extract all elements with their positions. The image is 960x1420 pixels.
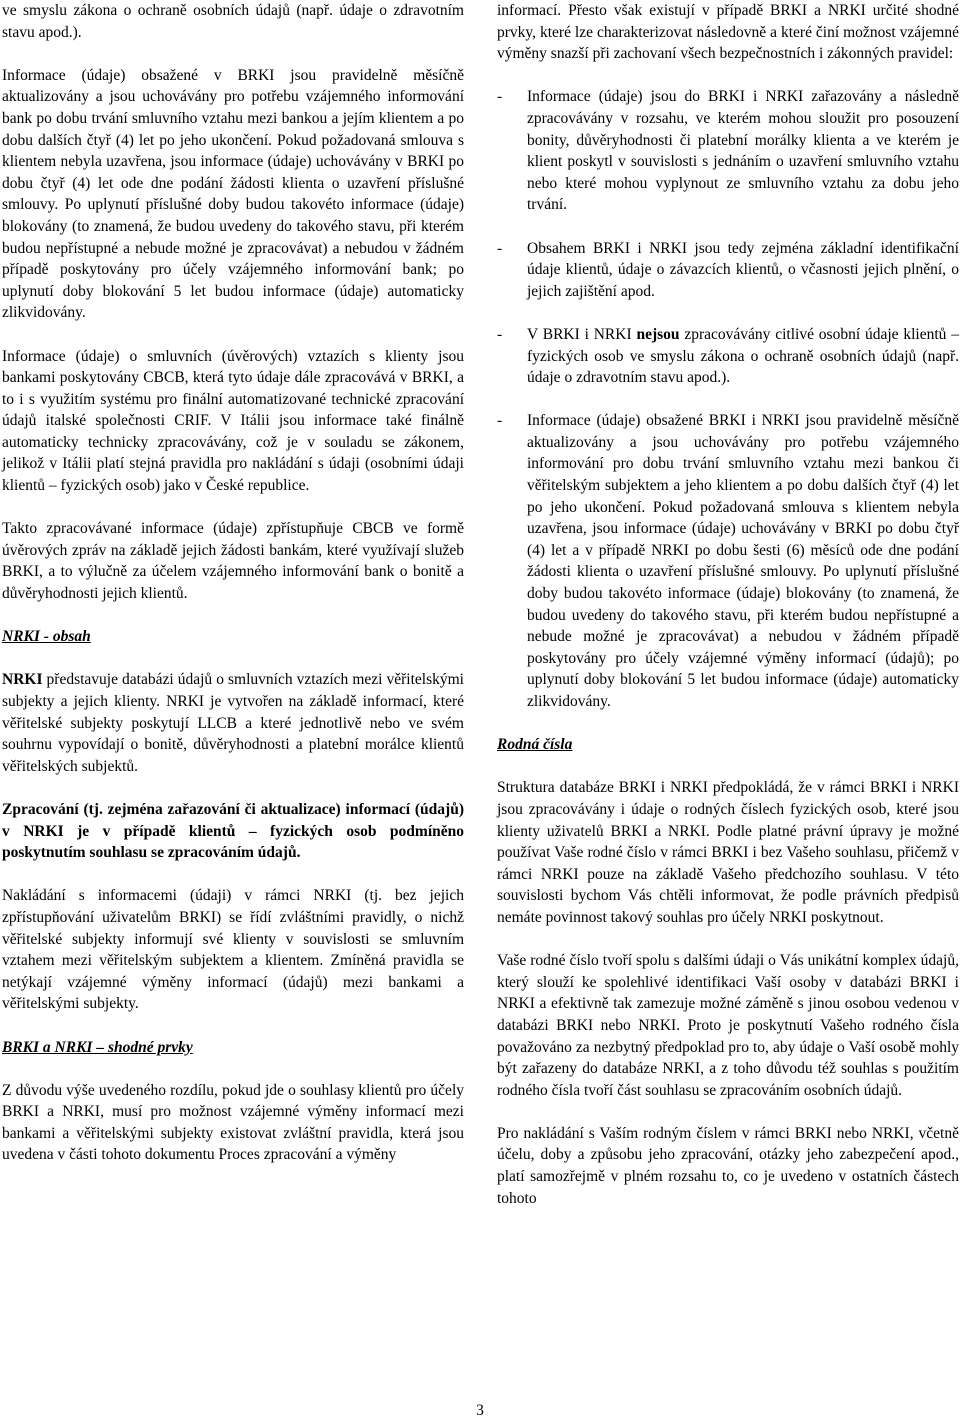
left-paragraph-1: ve smyslu zákona o ochraně osobních údajů (např. údaje o zdravotním stavu apod.). <box>2 2 464 41</box>
list-item <box>497 324 959 389</box>
left-paragraph-nrki-definition <box>2 669 464 777</box>
left-paragraph-consent-difference: Z důvodu výše uvedeného rozdílu, pokud jde o souhlasy klientů pro účely BRKI a NRKI, musí pro možnost vzájemné výměny informací mezi bankami a věřitelskými subjekty existovat zvláštní pravidla, která jsou uvedena v části tohoto dokumentu Proces zpracování a výměny <box>2 1081 464 1164</box>
heading-shodne-prvky: BRKI a NRKI – shodné prvky <box>2 1038 193 1056</box>
common-features-list <box>497 86 959 712</box>
page-number: 3 <box>476 1402 484 1419</box>
dash-bullet: - <box>497 239 503 257</box>
right-paragraph-identification: Vaše rodné číslo tvoří spolu s dalšími údaji o Vás unikátní komplex údajů, který slouží ke spolehlivé identifikaci Vaší osoby v databázi BRKI i NRKI a efektivně tak zamezuje možné záměně s jinou osobou vedenou v databázi BRKI nebo NRKI. Proto je poskytnutí Vašeho rodného čísla považováno za nezbytný předpoklad pro to, aby údaje o Vaší osobě mohly být zařazeny do databáze NRKI, a z toho důvodu též souhlas s použitím rodného čísla tvoří část souhlasu se zpracováním osobních údajů. <box>497 952 959 1099</box>
left-paragraph-nrki-rules: Nakládání s informacemi (údaji) v rámci NRKI (tj. bez jejich zpřístupňování uživatelům BRKI) se řídí zvláštními pravidly, o nichž věřitelské subjekty informují své klienty v souvislosti se smluvním vztahem mezi věřitelským subjektem a klientem. Zmíněná pravidla se netýkají vzájemné výměny informací (údajů) mezi bankami a věřitelskými subjekty. <box>2 887 464 1013</box>
left-paragraph-consent-bold: Zpracování (tj. zejména zařazování či aktualizace) informací (údajů) v NRKI je v případě klientů – fyzických osob podmíněno poskytnutím souhlasu se zpracováním údajů. <box>2 800 464 862</box>
nrki-bold-term: NRKI <box>2 671 43 689</box>
right-paragraph-handling: Pro nakládání s Vaším rodným číslem v rámci BRKI nebo NRKI, včetně účelu, doby a způsobu jeho zpracování, otázky jeho zabezpečení apod., platí samozřejmě v plném rozsahu to, co je uvedeno v ostatních částech tohoto <box>497 1124 959 1207</box>
nrki-definition-text: představuje databázi údajů o smluvních vztazích mezi věřitelskými subjekty a jejich klienty. NRKI je vytvořen na základě informací, které věřitelské subjekty poskytují LLCB a které jednotlivě nebo ve svém souhrnu vypovídají o bonitě, důvěryhodnosti a platební morálce klientů věřitelských subjektů. <box>2 671 464 775</box>
left-paragraph-brki-retention: Informace (údaje) obsažené v BRKI jsou pravidelně měsíčně aktualizovány a jsou uchovávány pro potřebu vzájemného informování bank po dobu trvání smluvního vztahu mezi bankou a jejím klientem a po dobu dalších čtyř (4) let po jeho ukončení. Pokud požadovaná smlouva s klientem nebyla uzavřena, jsou informace (údaje) uchovávány v BRKI po dobu čtyř (4) let ode dne podání žádosti klienta o uzavření příslušné smlouvy. Po uplynutí příslušné doby budou takovéto informace (údaje) blokovány (to znamená, že budou uvedeny do takového stavu, při kterém budou nepřístupné a nebude možné je zpracovávat) a nebudou v žádném případě poskytovány pro účely vzájemného informování bank; po uplynutí doby blokování 5 let budou informace (údaje) automaticky zlikvidovány. <box>2 66 464 322</box>
heading-nrki-obsah: NRKI - obsah <box>2 628 91 646</box>
right-paragraph-intro: informací. Přesto však existují v případě BRKI a NRKI určité shodné prvky, které lze charakterizovat následovně a které činí možnost vzájemné výměny snazší při zachovaní všech bezpečnostních i zákonných pravidel: <box>497 2 959 63</box>
left-paragraph-cbcb-crif: Informace (údaje) o smluvních (úvěrových) vztazích s klienty jsou bankami poskytovány CBCB, která tyto údaje dále zpracovává v BRKI, a to i s využitím systému pro finální automatizované technické zpracování údajů italské společnosti CRIF. V Itálii jsou informace také finálně automaticky technicky zpracovávány, což je v souladu se zákonem, jelikož v Itálii platí stejná pravidla pro nakládání s údaji (osobními údaji klientů – fyzických osob) jako v České republice. <box>2 347 464 495</box>
list-item <box>497 86 959 216</box>
list-item-text: Obsahem BRKI i NRKI jsou tedy zejména základní identifikační údaje klientů, údaje o závazcích klientů, o včasnosti jejich plnění, o jejich zajištění apod. <box>527 239 959 300</box>
list-item-bold-term: nejsou <box>636 325 680 343</box>
list-item-text: Informace (údaje) jsou do BRKI i NRKI zařazovány a následně zpracovávány v rozsahu, ve kterém mohou sloužit pro posouzení bonity, důvěryhodnosti či platební morálky klienta a ve kterém je klient poskytl v souvislosti s jednáním o uzavření smluvního vztahu nebo které mohou vyplynout ze smluvního vztahu za dobu jeho trvání. <box>527 88 959 214</box>
list-item-text-post: zpracovávány citlivé osobní údaje klientů – fyzických osob ve smyslu zákona o ochraně osobních údajů (např. údaje o zdravotním stavu apod.). <box>527 325 959 387</box>
list-item-text-pre: V BRKI i NRKI <box>527 325 637 343</box>
dash-bullet: - <box>497 325 503 343</box>
right-paragraph-database-structure: Struktura databáze BRKI i NRKI předpokládá, že v rámci BRKI i NRKI jsou zpracovávány i údaje o rodných číslech fyzických osob, které jsou klienty uživatelů BRKI a NRKI. Podle platné právní úpravy je možné používat Vaše rodné číslo v rámci BRKI i bez Vašeho souhlasu, přičemž v rámci NRKI pouze na základě Vašeho předchozího souhlasu. V této souvislosti bychom Vás chtěli informovat, že podle právních předpisů nemáte povinnost takový souhlas pro účely NRKI poskytnout. <box>497 779 959 926</box>
list-item-text: Informace (údaje) obsažené BRKI i NRKI jsou pravidelně měsíčně aktualizovány a jsou uchovávány pro potřebu vzájemného informování pro dobu trvání smluvního vztahu mezi bankou či věřitelským subjektem a jeho klientem a po dobu dalších čtyř (4) let po jeho ukončení. Pokud požadovaná smlouva s klientem nebyla uzavřena, jsou informace (údaje) uchovávány v BRKI po dobu čtyř (4) let a v případě NRKI po dobu šesti (6) měsíců ode dne podání žádosti klienta o uzavření příslušné smlouvy. Po uplynutí příslušné doby budou takovéto informace (údaje) blokovány (to znamená, že budou uvedeny do takového stavu, při kterém budou nepřístupné a nebude možné je zpracovávat) a nebudou v žádném případě poskytovány pro účely vzájemné výměny informací (údajů); po uplynutí doby blokování 5 let budou informace (údaje) automaticky zlikvidovány. <box>527 412 959 710</box>
right-column <box>497 0 959 1209</box>
dash-bullet: - <box>497 88 503 106</box>
list-item <box>497 410 959 712</box>
list-item-text <box>527 324 959 389</box>
left-paragraph-credit-reports: Takto zpracovávané informace (údaje) zpřístupňuje CBCB ve formě úvěrových zpráv na základě jejich žádosti bankám, které využívají služeb BRKI, a to výlučně za účelem vzájemného informování bank o bonitě a důvěryhodnosti jejich klientů. <box>2 520 464 603</box>
heading-rodna-cisla: Rodná čísla <box>497 736 573 754</box>
list-item <box>497 238 959 303</box>
dash-bullet: - <box>497 412 503 430</box>
left-column <box>2 0 464 1166</box>
